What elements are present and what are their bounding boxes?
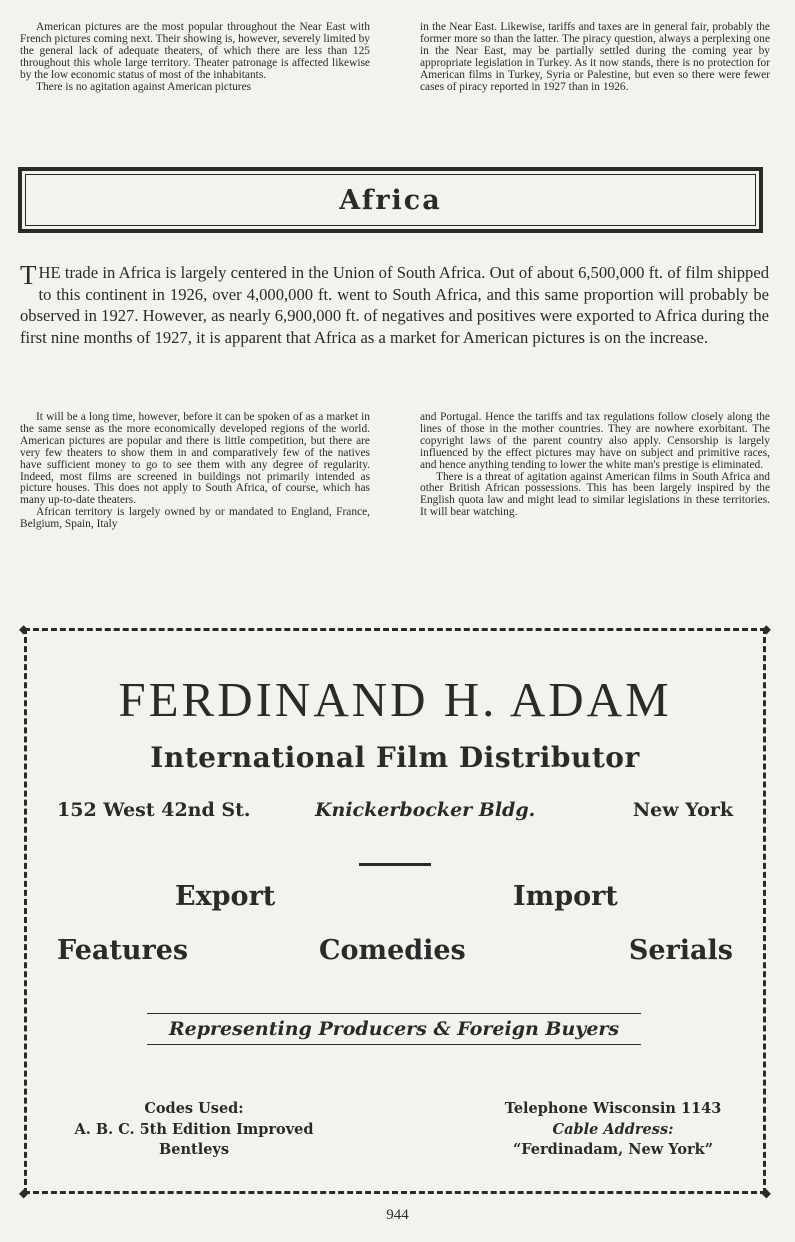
- comedies-label: Comedies: [319, 935, 466, 966]
- section-title: Africa: [339, 184, 442, 216]
- paragraph: American pictures are the most popular throughout the Near East with French pictures coming next. Their showing is, however, severely limited by the general lack of adequate theaters, of which there are less than 125 throughout this whole large territory. Theater patronage is affected likewise by the low economic status of most of the inhabitants.: [20, 21, 370, 81]
- section-banner-inner: [25, 174, 756, 226]
- codes-line: A. B. C. 5th Edition Improved: [74, 1120, 314, 1138]
- street-address: 152 West 42nd St.: [57, 799, 251, 821]
- tagline: Representing Producers & Foreign Buyers: [147, 1013, 641, 1045]
- contact-block: [493, 1099, 733, 1161]
- codes-line: Bentleys: [158, 1141, 230, 1158]
- paragraph: There is no agitation against American pictures: [36, 80, 252, 93]
- advertiser-subtitle: International Film Distributor: [150, 741, 640, 774]
- paragraph: There is a threat of agitation against American films in South Africa and other British African possessions. This has been largely inspired by the English quota law and might lead to similar legislations in these territories. It will bear watching.: [420, 470, 770, 519]
- building-name: Knickerbocker Bldg.: [315, 799, 536, 821]
- africa-left-column: [20, 412, 370, 531]
- drop-cap: T: [20, 260, 37, 290]
- advertiser-name: FERDINAND H. ADAM: [118, 672, 672, 727]
- top-right-column: [420, 22, 770, 93]
- divider: [359, 863, 431, 866]
- paragraph: It will be a long time, however, before it can be spoken of as a market in the same sense as the more economically developed regions of the world. American pictures are popular and there is little competition, but there are very few theaters to show them in and comparatively few of the natives have sufficient money to go to see them with any degree of regularity. Indeed, most films are screened in buildings not primarily intended as picture houses. This does not apply to South Africa, of course, which has many up-to-date theaters.: [20, 411, 370, 507]
- section-banner: [18, 167, 763, 233]
- corner-ornament-icon: ◆: [19, 1186, 29, 1200]
- cable-address: “Ferdinadam, New York”: [512, 1141, 714, 1158]
- page-number: 944: [386, 1207, 409, 1223]
- africa-right-column: [420, 412, 770, 531]
- corner-ornament-icon: ◆: [761, 1186, 771, 1200]
- city-name: New York: [632, 799, 733, 821]
- cable-heading: Cable Address:: [552, 1120, 674, 1138]
- africa-columns: [20, 412, 770, 531]
- advertisement-box: [19, 622, 771, 1200]
- paragraph: in the Near East. Likewise, tariffs and taxes are in general fair, probably the former more so than the latter. The piracy question, always a perplexing one in the Near East, may be partially settled during the coming year by appropriate legislation in Turkey. As it now stands, there is no protection for American films in Turkey, Syria or Palestine, but even so there were fewer cases of piracy reported in 1927 than in 1926.: [420, 21, 770, 93]
- intro-text: HE trade in Africa is largely centered in the Union of South Africa. Out of about 6,500,000 ft. of film shipped to this continent in 1926, over 4,000,000 ft. went to South Africa, and this same proportion will probably be observed in 1927. However, as nearly 6,900,000 ft. of negatives and positives were exported to Africa during the first nine months of 1927, it is apparent that Africa as a market for American pictures is on the increase.: [20, 263, 769, 347]
- paragraph: African territory is largely owned by or mandated to England, France, Belgium, Spain, Italy: [20, 506, 370, 531]
- top-left-column: [20, 22, 370, 93]
- codes-block: [59, 1099, 329, 1161]
- features-label: Features: [57, 935, 189, 966]
- corner-ornament-icon: ◆: [19, 622, 29, 636]
- paragraph: and Portugal. Hence the tariffs and tax regulations follow closely along the lines of those in the mother countries. They are nowhere exorbitant. The copyright laws of the parent country also apply. Censorship is largely influenced by the effect pictures may have on subject and primitive races, and hence anything tending to lower the white man's prestige is eliminated.: [420, 411, 770, 471]
- telephone: Telephone Wisconsin 1143: [504, 1100, 722, 1117]
- intro-paragraph: [20, 262, 769, 348]
- serials-label: Serials: [628, 935, 733, 966]
- export-label: Export: [175, 881, 276, 912]
- top-columns: [20, 22, 770, 93]
- corner-ornament-icon: ◆: [761, 622, 771, 636]
- codes-heading: Codes Used:: [144, 1100, 244, 1117]
- import-label: Import: [513, 881, 618, 912]
